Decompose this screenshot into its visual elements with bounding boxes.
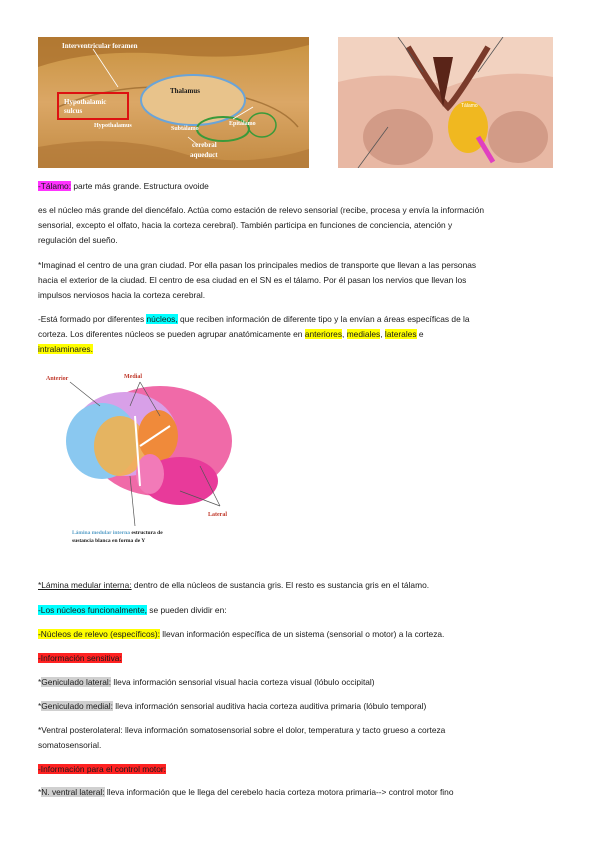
text: se pueden dividir en: [146, 605, 227, 615]
paragraph-talamo-intro [38, 179, 562, 194]
term-nucleos-relevo: -Núcleos de relevo (específicos): [38, 629, 160, 639]
text: que reciben información de diferente tipo y la envían a áreas específicas de la [177, 314, 470, 324]
line: somatosensorial. [38, 740, 102, 751]
thalamic-nuclei-illustration [40, 366, 260, 552]
term-ventral-lateral: N. ventral lateral: [41, 787, 105, 797]
bullet: * [38, 787, 42, 797]
term-lamina-medular: *Lámina medular interna: [38, 580, 132, 590]
text: corteza. Los diferentes núcleos se pueden agrupar anatómicamente en [38, 329, 305, 340]
paragraph-ventral-posterolateral [38, 723, 562, 753]
paragraph-nucleos [38, 312, 562, 358]
caption-line2: sustancia blanca en forma de Y [72, 538, 146, 544]
term-funcionalmente: -Los núcleos funcionalmente, [38, 605, 147, 615]
paragraph-nucleos-relevo [38, 627, 562, 642]
paragraph-geniculado-medial [38, 699, 562, 714]
paragraph-lamina-medular [38, 578, 562, 593]
heading-control-motor [38, 762, 562, 777]
paragraph-talamo-description [38, 203, 562, 249]
text: -Está formado por diferentes [38, 314, 147, 324]
label-sulcus: sulcus [64, 107, 83, 115]
label-hypothalamus: Hypothalamus [94, 123, 132, 129]
term-nucleos: núcleos, [146, 314, 178, 324]
label-talamo: Tálamo [461, 103, 478, 109]
label-anterior: Anterior [46, 376, 69, 382]
paragraph-city-analogy [38, 258, 562, 304]
term-mediales: mediales [346, 329, 381, 340]
text: lleva información sensorial visual hacia corteza visual (lóbulo occipital) [111, 677, 375, 687]
label-epitalamo: Epitálamo [229, 121, 256, 127]
term-intralaminares: intralaminares. [38, 344, 93, 355]
text: lleva información sensorial auditiva hacia corteza auditiva primaria (lóbulo temporal) [112, 701, 427, 711]
label-subtalamo: Subtálamo [171, 126, 199, 132]
bullet: * [38, 701, 42, 711]
figure-coronal-section [338, 37, 553, 168]
talamo-intro-text: parte más grande. Estructura ovoide [71, 181, 209, 191]
text: , [380, 329, 385, 340]
heading-informacion-sensitiva [38, 651, 562, 666]
label-aqueduct: aqueduct [190, 151, 218, 159]
text: lleva información somatosensorial sobre el dolor, temperatura y tacto grueso a corteza [122, 725, 446, 735]
line: es el núcleo más grande del diencéfalo. Actúa como estación de relevo sensorial (recibe, procesa y envía la información [38, 205, 484, 215]
label-cerebral: cerebral [192, 141, 217, 149]
paragraph-ventral-lateral [38, 785, 562, 800]
heading-text: -Información para el control motor: [38, 764, 167, 774]
text: lleva información que le llega del cerebelo hacia corteza motora primaria--> control motor fino [104, 787, 454, 797]
term-laterales: laterales [384, 329, 417, 340]
heading-text: -Información sensitiva: [38, 653, 122, 663]
text: e [416, 329, 424, 340]
term-anteriores: anteriores [304, 329, 343, 340]
text: , [342, 329, 347, 340]
sagittal-brain-illustration [38, 37, 309, 168]
coronal-section-illustration [338, 37, 553, 168]
line: hacia el exterior de la ciudad. El centro de esa ciudad en el SN es el tálamo. Por él pasan los nervios que llevan los [38, 275, 467, 286]
term-ventral-posterolateral: *Ventral posterolateral: [38, 725, 123, 735]
text: llevan información específica de un sistema (sensorial o motor) a la corteza. [159, 629, 445, 639]
term-geniculado-medial: Geniculado medial: [41, 701, 113, 711]
caption-line1: Lámina medular interna estructura de [72, 530, 163, 536]
label-lateral: Lateral [208, 512, 227, 518]
line: *Imaginad el centro de una gran ciudad. Por ella pasan los principales medios de transporte que llevan a las personas [38, 260, 477, 270]
line: sensorial, excepto el olfato, hacia la corteza cerebral). También participa en funciones de conciencia, atención y [38, 220, 453, 231]
figure-thalamic-nuclei [40, 366, 260, 552]
term-talamo: -Tálamo: [38, 181, 72, 191]
paragraph-geniculado-lateral [38, 675, 562, 690]
line: impulsos nerviosos hacia la corteza cerebral. [38, 290, 206, 301]
label-thalamus: Thalamus [170, 87, 200, 95]
figure-sagittal-brain [38, 37, 309, 168]
line: regulación del sueño. [38, 235, 118, 246]
label-interventricular: Interventricular foramen [62, 42, 138, 50]
text: dentro de ella núcleos de sustancia gris. El resto es sustancia gris en el tálamo. [131, 580, 430, 590]
term-geniculado-lateral: Geniculado lateral: [41, 677, 112, 687]
paragraph-funcionalmente [38, 603, 562, 618]
bullet: * [38, 677, 42, 687]
label-hypothalamic: Hypothalamic [64, 98, 107, 106]
label-medial: Medial [124, 374, 142, 380]
